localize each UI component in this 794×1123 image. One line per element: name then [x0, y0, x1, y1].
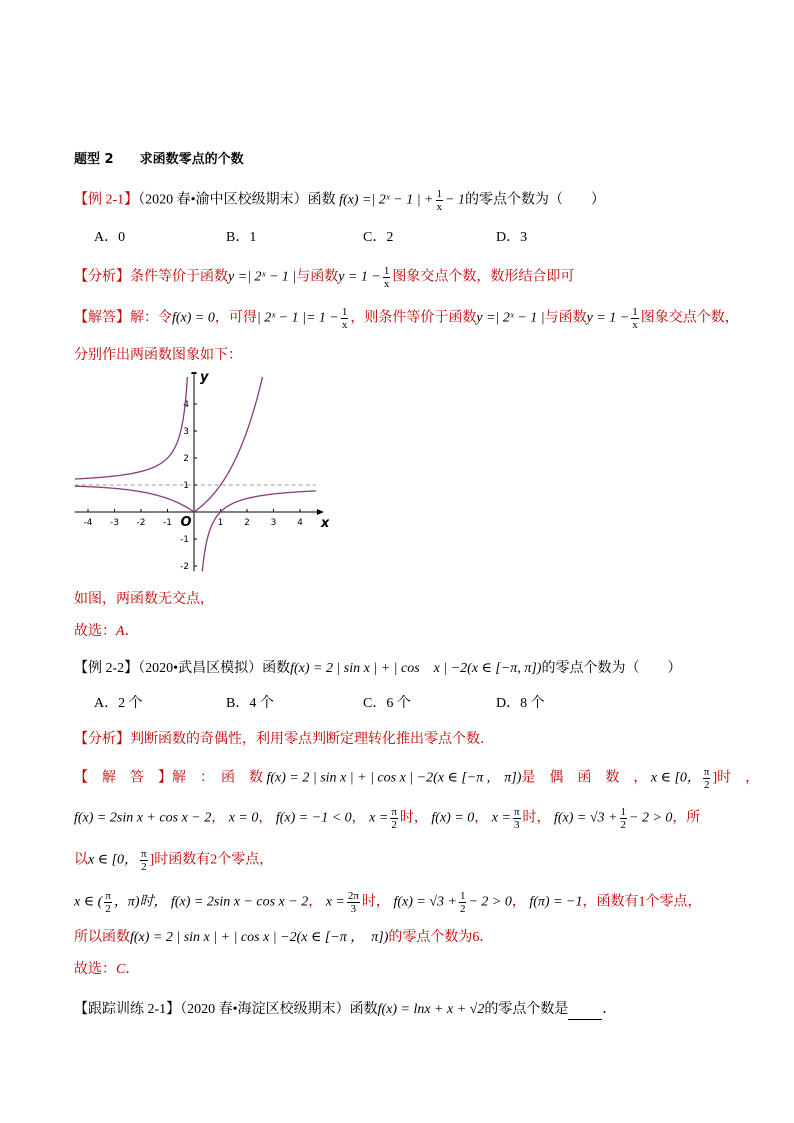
- fraction: $\frac{1}{x}$: [632, 306, 638, 331]
- fraction: $\frac{\pi}{2}$: [391, 806, 397, 831]
- formula: f(x) = 0: [172, 310, 215, 326]
- function-graph: [62, 372, 338, 578]
- analysis-text: 与函数: [296, 269, 339, 285]
- option-b: B．4 个: [226, 696, 274, 711]
- choose-label: 故选：: [74, 624, 116, 639]
- y-axis-label: y: [200, 372, 209, 385]
- formula: | 2ˣ − 1 |= 1 −: [256, 310, 339, 326]
- analysis-text: 图象交点个数，数形结合即可: [392, 269, 575, 285]
- choose-suffix: ．: [124, 624, 139, 639]
- formula: f(x) = lnx + x + √2: [377, 1002, 485, 1017]
- option-d: D．3: [496, 230, 528, 245]
- fraction: $\frac{\pi}{2}$: [703, 766, 710, 791]
- question-text: 的零点个数为（ ）: [464, 192, 605, 208]
- x-tick-label: -4: [83, 518, 93, 528]
- answer-tag: 【解答】: [74, 310, 130, 326]
- x-tick-label: 2: [244, 518, 250, 528]
- formula: x =: [491, 810, 511, 826]
- end-mark: ．: [602, 1002, 617, 1017]
- fraction: $\frac{\pi}{2}$: [105, 890, 111, 915]
- follow-exercise: [74, 1000, 616, 1020]
- answer-text: ，可得: [214, 310, 257, 326]
- analysis-line: [74, 265, 574, 290]
- y-axis-arrow: [191, 372, 197, 374]
- section-title: 题型 2 求函数零点的个数: [74, 152, 244, 167]
- analysis-tag: 【分析】: [74, 732, 130, 747]
- fraction: $\frac{\pi}{3}$: [513, 806, 520, 831]
- example-2-1-question: [74, 188, 605, 213]
- formula: f(x) = 2 | sin x | + | cos x | −2(x ∈ [−π ， π]): [130, 930, 389, 945]
- formula: y =| 2ˣ − 1 |: [228, 269, 297, 285]
- option-c: C．2: [363, 230, 394, 245]
- answer-text: 是 偶 函 数 ，: [521, 770, 648, 786]
- answer-line-2: 分别作出两函数图象如下：: [74, 348, 242, 363]
- formula-tail: − 1: [445, 192, 465, 208]
- question-text: 的零点个数是: [484, 1002, 569, 1017]
- option-a: A．2 个: [94, 696, 143, 711]
- origin-label: O: [180, 515, 192, 530]
- formula: x =: [325, 894, 345, 910]
- source-label: （2020 春•海淀区校级期末）函数: [180, 1002, 378, 1017]
- curve-abs-2x-minus-1: [75, 372, 264, 512]
- curve-1-minus-1-over-x-left: [75, 372, 189, 479]
- y-tick-label: 2: [183, 454, 189, 464]
- question-text: 的零点个数为（ ）: [541, 661, 682, 676]
- x-tick-label: -2: [136, 518, 146, 528]
- formula: f(x) = 2sin x + cos x − 2: [74, 810, 212, 826]
- answer-text: 解：令: [130, 310, 172, 326]
- answer-text: ，则条件等价于函数: [350, 310, 477, 326]
- example-tag: 【例 2-2】: [74, 661, 139, 676]
- formula: y = 1 −: [586, 310, 630, 326]
- fraction: $\frac{1}{2}$: [620, 806, 627, 831]
- y-tick-label: 1: [183, 481, 189, 491]
- fraction: $\frac{1}{2}$: [459, 890, 466, 915]
- y-tick-label: 4: [183, 400, 189, 410]
- option-b: B．1: [226, 230, 257, 245]
- source-label: （2020•武昌区模拟）函数: [138, 661, 291, 676]
- formula: x =: [369, 810, 389, 826]
- exercise-tag: 【跟踪训练 2-1】: [74, 1002, 181, 1017]
- formula: f(x) = 2 | sin x | + | cos x | −2(x ∈ [−π, π]): [290, 661, 542, 676]
- formula: x = 0: [228, 810, 259, 826]
- fraction: $\frac{1}{x}$: [436, 188, 442, 213]
- x-tick-label: 1: [217, 518, 224, 528]
- x-tick-label: -1: [163, 518, 172, 528]
- option-a: A．0: [94, 230, 126, 245]
- formula: x ∈ [0，: [88, 852, 139, 868]
- formula: − 2 > 0: [468, 894, 512, 910]
- conclusion-text: 如图，两函数无交点，: [74, 592, 214, 607]
- analysis-text: 判断函数的奇偶性，利用零点判断定理转化推出零点个数．: [130, 732, 494, 747]
- formula: y = 1 −: [338, 269, 381, 285]
- option-c: C．6 个: [363, 696, 411, 711]
- y-tick-label: -1: [180, 535, 189, 545]
- source-label: （2020 春•渝中区校级期末）函数: [138, 192, 336, 208]
- answer-line-4: x ∈ ( $\frac{\pi}{2}$ ，π)时， f(x) = 2sin x − cos x − 2， x = $\frac{2\pi}{3}$ 时， f(x) = √3 + $\frac{1}{2}$ − 2 > 0， f(π) = −1，函数有1个零点，: [74, 890, 702, 915]
- formula: f(x) = 2sin x − cos x − 2: [171, 894, 309, 910]
- answer-text: ]时 ，: [712, 770, 760, 786]
- y-tick-label: 3: [183, 427, 189, 437]
- answer-line-2: f(x) = 2sin x + cos x − 2， x = 0， f(x) = −1 < 0， x = $\frac{\pi}{2}$ 时， f(x) = 0， x = $\frac{\pi}{3}$ 时， f(x) = √3 + $\frac{1}{2}$ − 2 > 0，所: [74, 806, 701, 831]
- formula: − 2 > 0: [629, 810, 673, 826]
- x-axis-label: x: [320, 516, 330, 531]
- x-tick-label: 4: [297, 518, 303, 528]
- answer-line: [74, 306, 739, 331]
- formula: f(x) = √3 +: [554, 810, 618, 826]
- y-tick-label: -2: [180, 562, 189, 572]
- option-d: D．8 个: [496, 696, 545, 711]
- formula: f(x) = √3 +: [393, 894, 457, 910]
- formula: f(x) = 2 | sin x | + | cos x | −2(x ∈ [−π , π]): [266, 770, 522, 786]
- fraction: $\frac{2\pi}{3}$: [347, 890, 359, 915]
- choose-answer: A: [116, 624, 125, 639]
- formula: f(x) = 0: [431, 810, 475, 826]
- formula: f(x) =| 2ˣ − 1 | +: [339, 192, 434, 208]
- formula: x ∈ [0，: [650, 770, 701, 786]
- analysis-line: [74, 730, 494, 750]
- choose-line: [74, 622, 139, 642]
- formula: f(π) = −1: [529, 894, 583, 910]
- fraction: $\frac{\pi}{2}$: [141, 848, 147, 873]
- x-axis-arrow: [317, 509, 324, 515]
- answer-text: 图象交点个数，: [640, 310, 739, 326]
- formula: y =| 2ˣ − 1 |: [476, 310, 545, 326]
- answer-tag: 【 解 答 】: [74, 770, 172, 786]
- x-tick-label: 3: [270, 518, 277, 528]
- curve-1-minus-1-over-x-right: [202, 491, 316, 575]
- formula: f(x) = −1 < 0: [275, 810, 352, 826]
- fraction: $\frac{1}{x}$: [341, 306, 348, 331]
- fraction: $\frac{1}{x}$: [383, 265, 390, 290]
- x-tick-label: -3: [110, 518, 119, 528]
- answer-line-5: 所以函数f(x) = 2 | sin x | + | cos x | −2(x ∈ [−π ， π])的零点个数为6．: [74, 930, 494, 945]
- answer-line-1: [74, 766, 759, 791]
- answer-blank[interactable]: [568, 1005, 602, 1020]
- example-tag: 【例 2-1】: [74, 192, 139, 208]
- answer-text: 与函数: [544, 310, 587, 326]
- choose-answer: C: [116, 962, 126, 977]
- choose-suffix: ．: [125, 962, 140, 977]
- choose-label: 故选：: [74, 962, 116, 977]
- analysis-text: 条件等价于函数: [130, 269, 228, 285]
- answer-line-3: 以x ∈ [0， $\frac{\pi}{2}$ ]时函数有2个零点，: [74, 848, 274, 873]
- formula: ，π)时，: [113, 894, 168, 910]
- analysis-tag: 【分析】: [74, 269, 130, 285]
- formula: x ∈ (: [74, 894, 103, 910]
- choose-line: [74, 960, 139, 980]
- answer-text: 解 ： 函 数: [172, 770, 263, 786]
- example-2-2-question: [74, 659, 681, 679]
